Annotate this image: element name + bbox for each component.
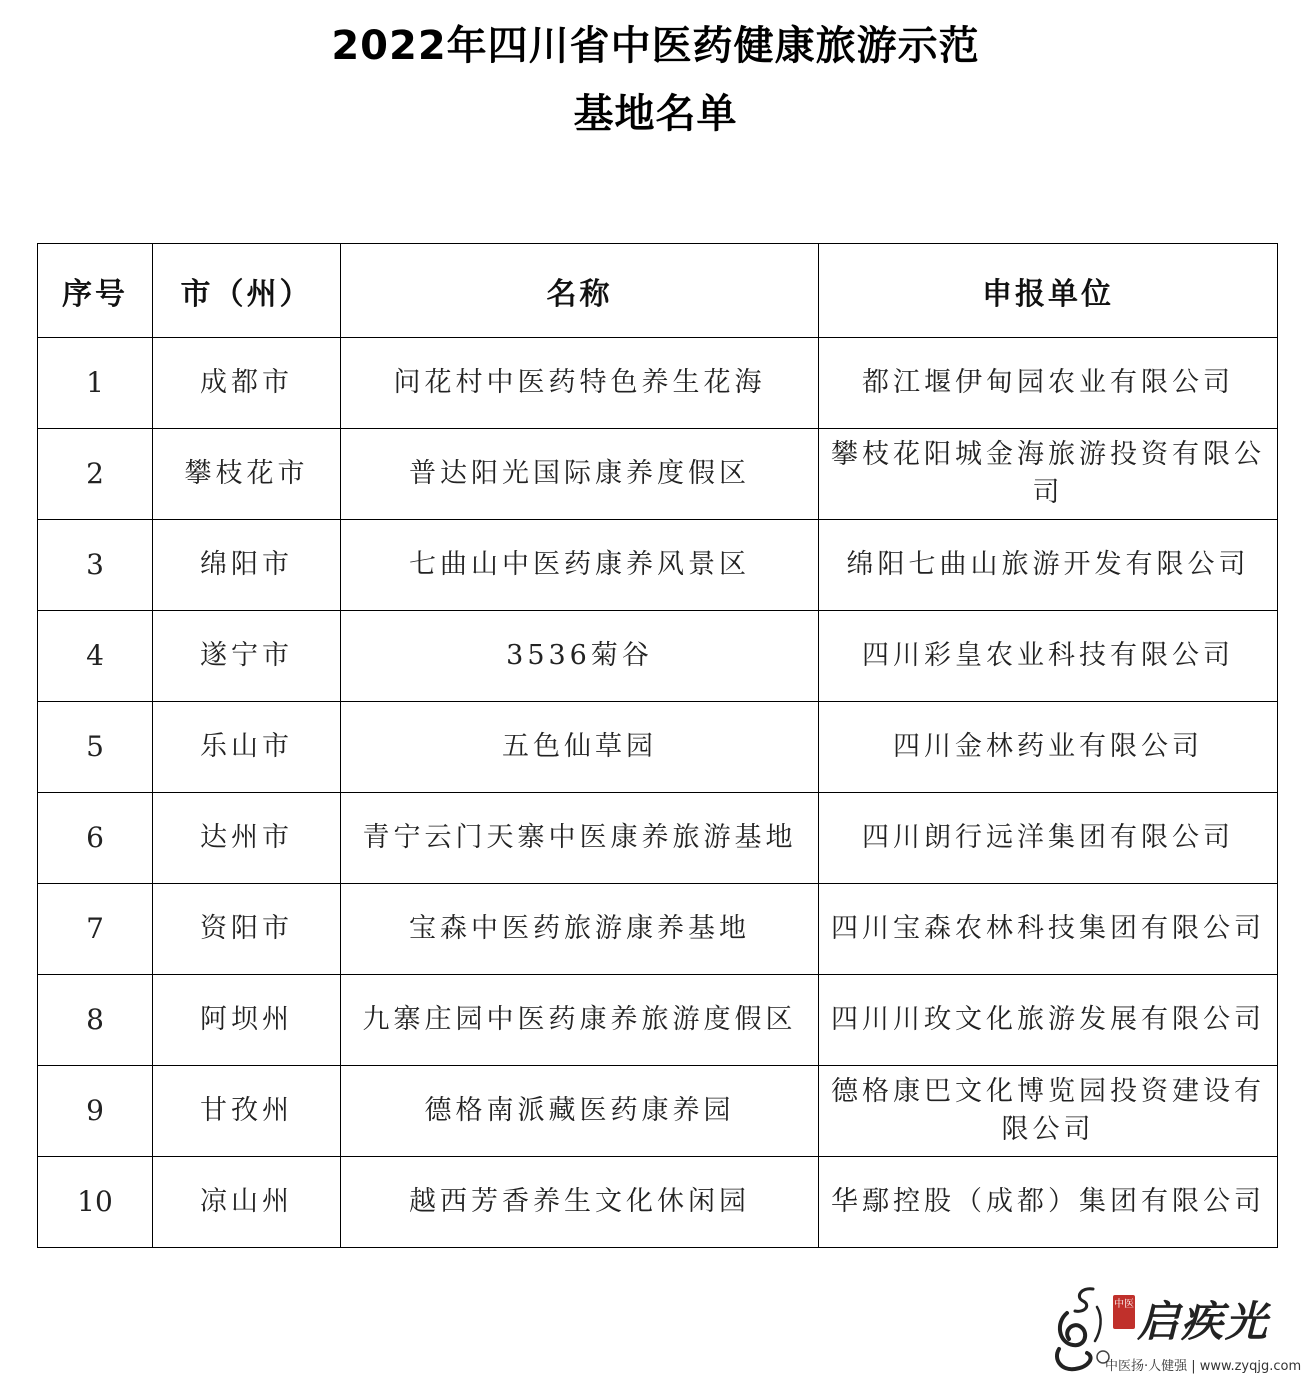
- cell-index: 9: [38, 1066, 153, 1157]
- cell-name: 青宁云门天寨中医康养旅游基地: [341, 793, 819, 884]
- cell-name: 3536菊谷: [341, 611, 819, 702]
- cell-name: 问花村中医药特色养生花海: [341, 338, 819, 429]
- cell-unit: 四川川玫文化旅游发展有限公司: [819, 975, 1278, 1066]
- cell-city: 遂宁市: [153, 611, 341, 702]
- cell-unit: 四川朗行远洋集团有限公司: [819, 793, 1278, 884]
- cell-name: 普达阳光国际康养度假区: [341, 429, 819, 520]
- header-name: 名称: [341, 244, 819, 338]
- seal-badge: 中医: [1113, 1295, 1135, 1329]
- cell-unit: 华鄢控股（成都）集团有限公司: [819, 1157, 1278, 1248]
- cell-index: 7: [38, 884, 153, 975]
- header-index: 序号: [38, 244, 153, 338]
- cell-name: 宝森中医药旅游康养基地: [341, 884, 819, 975]
- brand-slogan: 中医扬·人健强 | www.zyqjg.com: [1105, 1359, 1302, 1374]
- table-header-row: [38, 244, 1278, 338]
- brand-name: 启疾光: [1137, 1297, 1270, 1346]
- cell-index: 5: [38, 702, 153, 793]
- table-row: [38, 1157, 1278, 1248]
- cell-unit: 四川金林药业有限公司: [819, 702, 1278, 793]
- cell-city: 乐山市: [153, 702, 341, 793]
- cell-city: 达州市: [153, 793, 341, 884]
- cell-index: 2: [38, 429, 153, 520]
- cell-name: 越西芳香养生文化休闲园: [341, 1157, 819, 1248]
- table-row: [38, 611, 1278, 702]
- cell-unit: 德格康巴文化博览园投资建设有限公司: [819, 1066, 1278, 1157]
- cell-city: 成都市: [153, 338, 341, 429]
- cell-index: 4: [38, 611, 153, 702]
- cell-index: 10: [38, 1157, 153, 1248]
- cell-index: 6: [38, 793, 153, 884]
- cell-name: 德格南派藏医药康养园: [341, 1066, 819, 1157]
- table-row: [38, 338, 1278, 429]
- cell-unit: 都江堰伊甸园农业有限公司: [819, 338, 1278, 429]
- cell-city: 绵阳市: [153, 520, 341, 611]
- cell-city: 攀枝花市: [153, 429, 341, 520]
- table-row: [38, 520, 1278, 611]
- cell-name: 五色仙草园: [341, 702, 819, 793]
- table-row: [38, 702, 1278, 793]
- table-row: [38, 793, 1278, 884]
- page-subtitle: 基地名单: [573, 91, 738, 137]
- base-list-table: [37, 243, 1278, 1248]
- table-row: [38, 429, 1278, 520]
- cell-index: 3: [38, 520, 153, 611]
- cell-city: 甘孜州: [153, 1066, 341, 1157]
- cell-unit: 四川彩皇农业科技有限公司: [819, 611, 1278, 702]
- cell-city: 资阳市: [153, 884, 341, 975]
- cell-city: 凉山州: [153, 1157, 341, 1248]
- cell-name: 七曲山中医药康养风景区: [341, 520, 819, 611]
- cell-unit: 攀枝花阳城金海旅游投资有限公司: [819, 429, 1278, 520]
- cell-index: 8: [38, 975, 153, 1066]
- cell-city: 阿坝州: [153, 975, 341, 1066]
- table-row: [38, 1066, 1278, 1157]
- cell-name: 九寨庄园中医药康养旅游度假区: [341, 975, 819, 1066]
- cell-unit: 绵阳七曲山旅游开发有限公司: [819, 520, 1278, 611]
- table-row: [38, 884, 1278, 975]
- header-unit: 申报单位: [819, 244, 1278, 338]
- table-row: [38, 975, 1278, 1066]
- page-title: 2022年四川省中医药健康旅游示范: [331, 23, 980, 69]
- watermark-logo: [1045, 1283, 1305, 1383]
- cell-index: 1: [38, 338, 153, 429]
- header-city: 市（州）: [153, 244, 341, 338]
- cell-unit: 四川宝森农林科技集团有限公司: [819, 884, 1278, 975]
